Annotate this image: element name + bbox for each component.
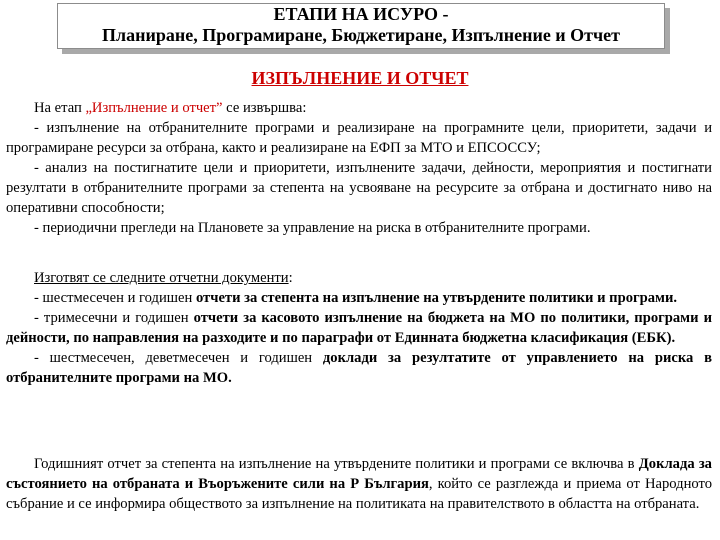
stage-intro <box>6 98 712 118</box>
reports-intro <box>6 268 712 288</box>
annual-text-1: Годишният отчет за степента на изпълнение на утвърдените политики и програми се включва в <box>34 456 639 472</box>
report-item-3 <box>6 348 712 388</box>
report-3-end: . <box>228 370 232 386</box>
stage-item-2: - анализ на постигнатите цели и приоритети, изпълнените задачи, дейности, мероприятия и постигнати резултати в отбранителните програми за степента на усвояване на ресурсите за отбрана и достигнато ниво на оперативни способности; <box>6 160 712 216</box>
report-item-1 <box>6 288 712 308</box>
report-item-2 <box>6 308 712 348</box>
annual-report-paragraph <box>6 454 712 514</box>
stage-intro-suffix: се извършва: <box>222 100 307 116</box>
report-2-subject: отчети за касовото изпълнение на бюджета на МО по политики, програми и дейности, по направления на разходите и по параграфи от Единната бюджетна класификация (ЕБК) <box>6 310 712 346</box>
report-1-end: . <box>673 290 678 306</box>
slide-title-line1: ЕТАПИ НА ИСУРО - <box>273 4 449 24</box>
reports-list <box>6 268 712 388</box>
reports-intro-text: Изготвят се следните отчетни документи <box>34 270 289 286</box>
stage-intro-prefix: На етап <box>34 100 86 116</box>
reports-intro-colon: : <box>288 270 293 286</box>
annual-doc-title: Доклада за състоянието на отбраната и Въоръжените сили на Р България <box>6 456 712 492</box>
stage-item-3: - периодични прегледи на Плановете за управление на риска в отбранителните програми. <box>34 220 591 236</box>
stage-name-quote: „Изпълнение и отчет” <box>85 100 223 116</box>
annual-report-text <box>6 454 712 514</box>
report-1-period: - шестмесечен и годишен <box>34 290 196 306</box>
report-2-period: - тримесечни и годишен <box>34 310 194 326</box>
section-heading: ИЗПЪЛНЕНИЕ И ОТЧЕТ <box>251 68 469 88</box>
stage-description <box>6 98 712 238</box>
slide-title-line2: Планиране, Програмиране, Бюджетиране, Изпълнение и Отчет <box>101 25 621 45</box>
report-3-subject: доклади за резултатите от управлението на риска в отбранителните програми на МО <box>6 350 713 386</box>
annual-text-2: , който се разглежда и приема от Народното събрание и се информира обществото за изпълнение на политиката на правителството в областта на отбраната. <box>6 476 712 512</box>
report-2-end: . <box>671 330 676 346</box>
stage-item-1: - изпълнение на отбранителните програми и реализиране на програмните цели, приоритети, задачи и програмиране ресурси за отбрана, както и реализиране на ЕФП за МТО и ЕПСОССУ; <box>6 120 712 156</box>
slide-title-box <box>57 3 665 49</box>
report-3-period: - шестмесечен, деветмесечен и годишен <box>34 350 323 366</box>
report-1-subject: отчети за степента на изпълнение на утвърдените политики и програми <box>195 290 674 306</box>
